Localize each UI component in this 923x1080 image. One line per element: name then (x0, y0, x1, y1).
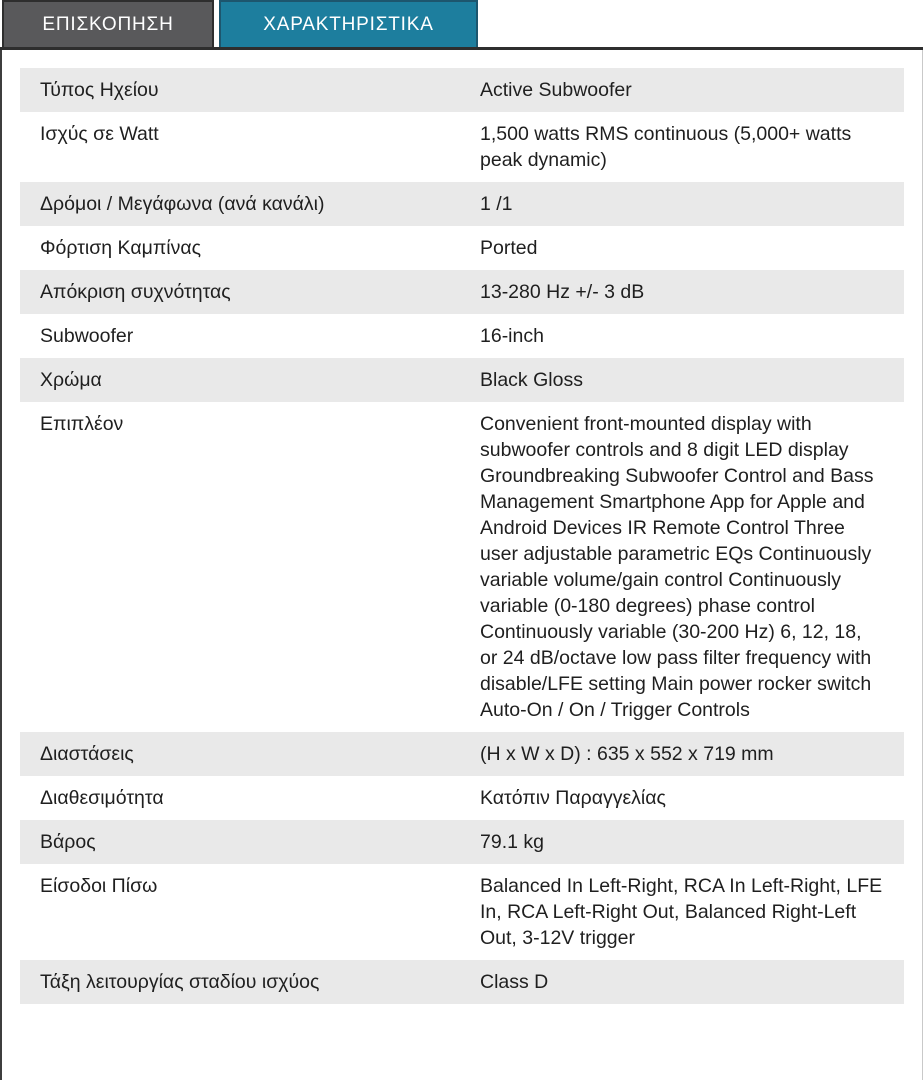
spec-value: 79.1 kg (480, 831, 544, 853)
spec-label: Απόκριση συχνότητας (40, 281, 231, 303)
spec-value: Κατόπιν Παραγγελίας (480, 787, 666, 809)
table-row (20, 314, 904, 358)
table-row (20, 776, 904, 820)
table-row (20, 226, 904, 270)
spec-value: 1 /1 (480, 193, 513, 215)
spec-value: (H x W x D) : 635 x 552 x 719 mm (480, 743, 774, 765)
spec-label: Τάξη λειτουργίας σταδίου ισχύος (40, 971, 320, 993)
table-row (20, 112, 904, 182)
table-row (20, 358, 904, 402)
spec-value: Black Gloss (480, 369, 583, 391)
table-row (20, 182, 904, 226)
spec-label: Επιπλέον (40, 413, 124, 435)
spec-label: Διαθεσιμότητα (40, 787, 164, 809)
table-row (20, 68, 904, 112)
table-row (20, 960, 904, 1004)
spec-label: Χρώμα (40, 369, 102, 391)
spec-value: Balanced In Left-Right, RCA In Left-Right, LFE In, RCA Left-Right Out, Balanced Right-Left Out, 3-12V trigger (480, 875, 883, 949)
tab-overview[interactable]: ΕΠΙΣΚΟΠΗΣΗ (2, 0, 214, 47)
specifications-panel (0, 50, 923, 1080)
spec-label: Βάρος (40, 831, 96, 853)
spec-value: Class D (480, 971, 549, 993)
spec-value: 16-inch (480, 325, 544, 347)
spec-label: Τύπος Ηχείου (40, 79, 159, 101)
table-row (20, 732, 904, 776)
table-row (20, 270, 904, 314)
table-row (20, 402, 904, 732)
spec-label: Φόρτιση Καμπίνας (40, 237, 202, 259)
tab-specifications[interactable]: ΧΑΡΑΚΤΗΡΙΣΤΙΚΑ (219, 0, 478, 47)
spec-label: Ισχύς σε Watt (40, 123, 159, 145)
spec-value: 1,500 watts RMS continuous (5,000+ watts peak dynamic) (480, 123, 852, 171)
tab-bar (0, 0, 923, 50)
spec-label: Subwoofer (40, 325, 134, 347)
spec-label: Είσοδοι Πίσω (40, 875, 158, 897)
table-row (20, 864, 904, 960)
table-row (20, 820, 904, 864)
spec-value: 13-280 Hz +/- 3 dB (480, 281, 645, 303)
spec-table (20, 68, 904, 1004)
spec-value: Active Subwoofer (480, 79, 632, 101)
spec-value: Ported (480, 237, 538, 259)
spec-value: Convenient front-mounted display with subwoofer controls and 8 digit LED display Groundbreaking Subwoofer Control and Bass Management Smartphone App for Apple and Android Devices IR Remote Control Three user adjustable parametric EQs Continuously variable volume/gain control Continuously variable (0-180 degrees) phase control Continuously variable (30-200 Hz) 6, 12, 18, or 24 dB/octave low pass filter frequency with disable/LFE setting Main power rocker switch Auto-On / On / Trigger Controls (480, 413, 874, 721)
spec-label: Δρόμοι / Μεγάφωνα (ανά κανάλι) (40, 193, 325, 215)
spec-label: Διαστάσεις (40, 743, 134, 765)
